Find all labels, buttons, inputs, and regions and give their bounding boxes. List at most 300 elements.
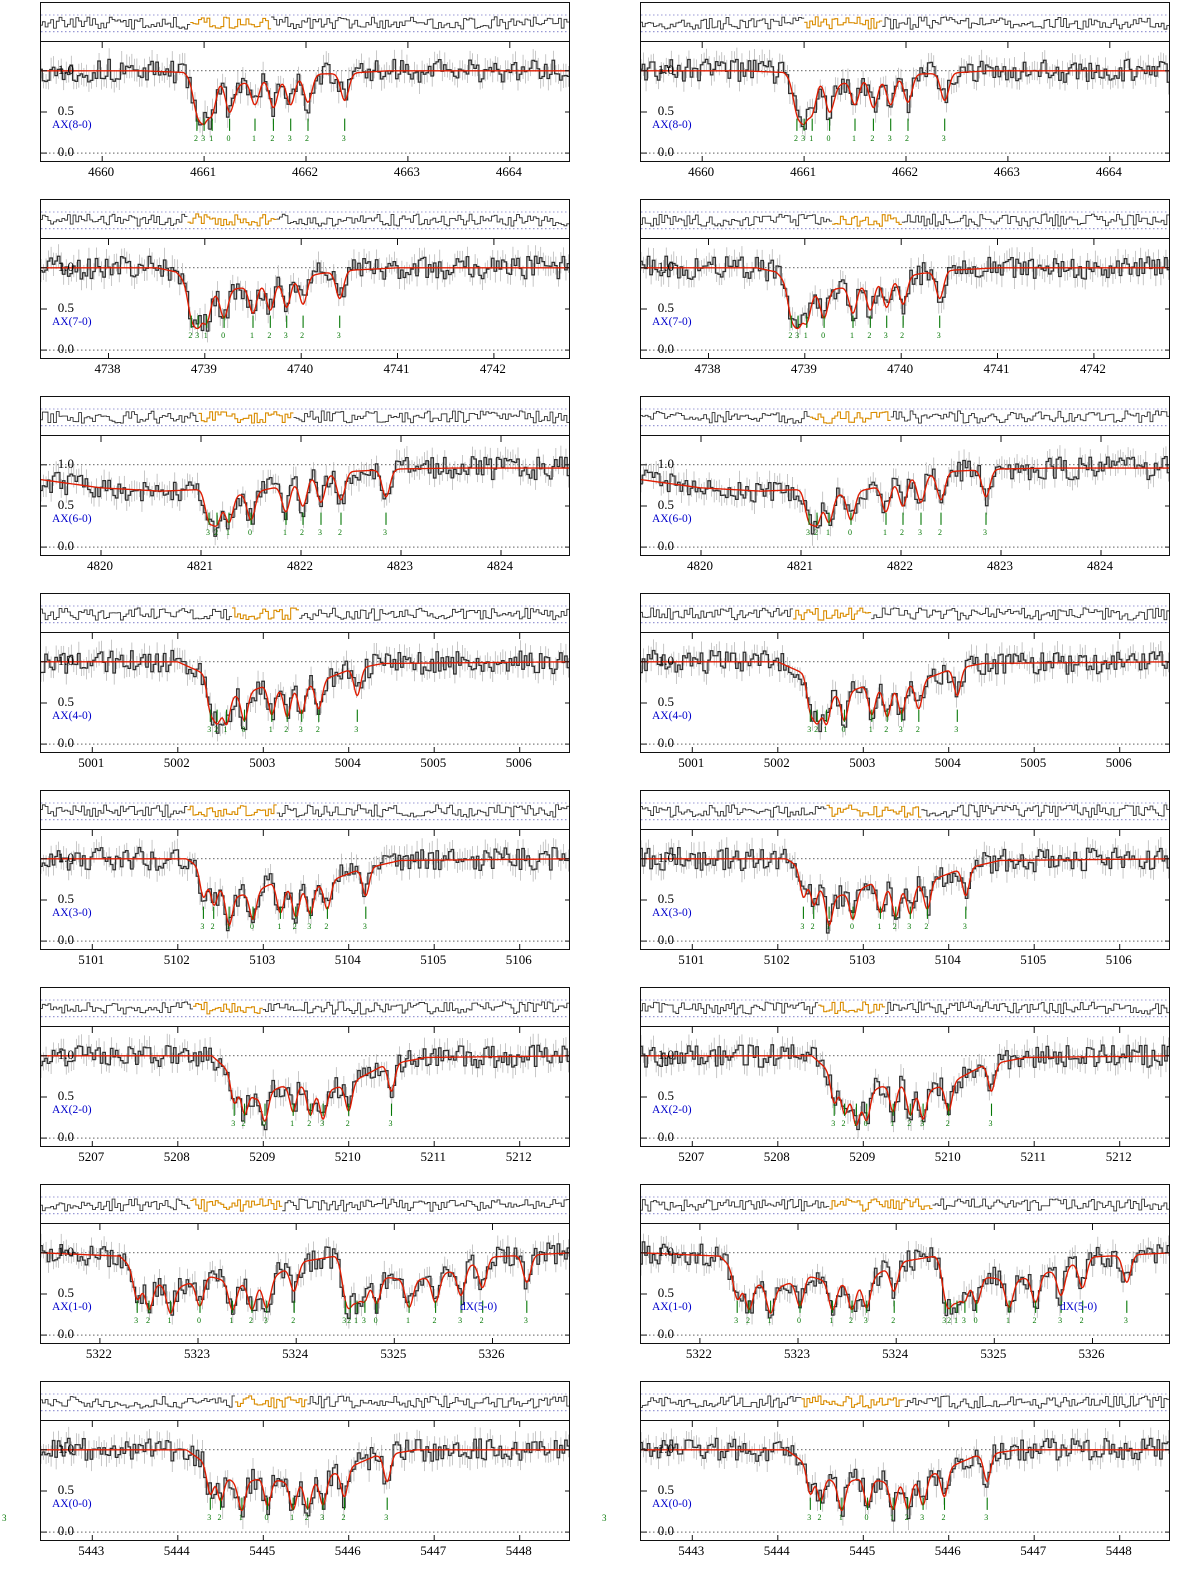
x-axis-tick-label: 4742 <box>479 361 506 376</box>
y-axis-tick-label: 0.0 <box>657 1129 674 1145</box>
spectrum-panel <box>600 0 1200 197</box>
y-axis-tick-label: 0.0 <box>57 341 74 357</box>
x-axis-tick-label: 5006 <box>1105 755 1132 770</box>
band-label: AX(6-0) <box>52 513 92 526</box>
y-axis-tick-label: 1.0 <box>657 61 674 77</box>
spectrum-panel <box>0 1379 600 1576</box>
x-axis-tick-label: 5104 <box>334 952 361 967</box>
rotational-level-label: 3 <box>320 1119 325 1128</box>
rotational-level-label: 3 <box>336 331 341 340</box>
spectrum-panel <box>600 985 1200 1182</box>
y-axis-tick-label: 0.0 <box>657 1326 674 1342</box>
rotational-level-label: 3 <box>887 134 892 143</box>
x-axis-tick-label: 4738 <box>694 361 721 376</box>
rotational-level-label: 2 <box>814 528 818 537</box>
x-axis-tick-label: 5326 <box>478 1346 505 1361</box>
y-axis-tick-label: 1.0 <box>57 61 74 77</box>
y-axis-tick-label: 0.5 <box>57 1087 74 1103</box>
rotational-level-label: 0 <box>197 1316 201 1325</box>
band-label-secondary: dX(5-0) <box>460 1301 498 1314</box>
y-axis-tick-label: 0.5 <box>57 1481 74 1497</box>
rotational-level-label: 3 <box>201 134 206 143</box>
y-axis-tick-label: 0.5 <box>657 693 674 709</box>
rotational-level-label: 3 <box>320 1513 325 1522</box>
x-axis-tick-label: 5443 <box>78 1543 105 1558</box>
x-axis-tick-label: 5324 <box>282 1346 309 1361</box>
x-axis-tick-label: 5212 <box>505 1149 532 1164</box>
rotational-level-label: 2 <box>270 134 275 143</box>
spectrum-panel <box>600 394 1200 591</box>
y-axis-tick-label: 0.0 <box>57 735 74 751</box>
rotational-level-label: 0 <box>221 331 226 340</box>
x-axis-tick-label: 4821 <box>187 558 213 573</box>
rotational-level-label: 1 <box>853 1119 858 1128</box>
x-axis-tick-label: 5322 <box>685 1346 712 1361</box>
rotational-level-label: 2 <box>193 134 198 143</box>
x-axis-tick-label: 4740 <box>287 361 314 376</box>
rotational-level-label: 3 <box>342 1316 347 1325</box>
band-label: AX(0-0) <box>652 1498 692 1511</box>
x-axis-tick-label: 4822 <box>287 558 313 573</box>
x-axis-tick-label: 5448 <box>505 1543 532 1558</box>
rotational-level-label: 0 <box>848 528 852 537</box>
rotational-level-label: 3 <box>807 725 812 734</box>
rotational-level-label: 1 <box>883 528 887 537</box>
x-axis-tick-label: 4662 <box>892 164 918 179</box>
spectrum-panel <box>0 591 600 788</box>
rotational-level-label: 3 <box>207 1513 212 1522</box>
rotational-level-label: 1 <box>203 331 208 340</box>
residual-subpanel <box>640 199 1170 239</box>
rotational-level-label: 0 <box>850 922 854 931</box>
rotational-level-label: 3 <box>807 1513 812 1522</box>
rotational-level-label: 2 <box>938 528 942 537</box>
rotational-level-label: 1 <box>238 1513 243 1522</box>
y-axis-tick-label: 1.0 <box>57 1243 74 1259</box>
rotational-level-label: 2 <box>145 1316 150 1325</box>
y-axis-tick-label: 1.0 <box>657 455 674 471</box>
y-axis-tick-label: 0.5 <box>657 496 674 512</box>
rotational-level-label: 1 <box>209 134 214 143</box>
y-axis-tick-label: 0.5 <box>57 496 74 512</box>
x-axis-tick-label: 5209 <box>249 1149 276 1164</box>
flux-subpanel <box>40 829 570 950</box>
x-axis-tick-label: 5444 <box>763 1543 790 1558</box>
y-axis-tick-label: 0.5 <box>657 1087 674 1103</box>
x-axis-tick-label: 4741 <box>383 361 410 376</box>
y-axis-tick-label: 0.5 <box>657 890 674 906</box>
rotational-level-label: 2 <box>870 134 875 143</box>
y-axis-tick-label: 0.5 <box>657 1284 674 1300</box>
rotational-level-label: 0 <box>373 1316 378 1325</box>
rotational-level-label: 2 <box>947 1316 952 1325</box>
band-label-secondary: dX(5-0) <box>1060 1301 1098 1314</box>
rotational-level-label: 3 <box>800 922 805 931</box>
rotational-level-label: 1 <box>229 1316 234 1325</box>
y-axis-tick-label: 0.0 <box>57 932 74 948</box>
y-axis-tick-label: 0.0 <box>657 932 674 948</box>
x-axis-tick-label: 5445 <box>849 1543 876 1558</box>
x-axis-tick-label: 4739 <box>790 361 817 376</box>
y-axis-tick-label: 0.5 <box>657 102 674 118</box>
residual-subpanel <box>640 396 1170 436</box>
rotational-level-label: 3 <box>341 134 346 143</box>
rotational-level-label: 3 <box>134 1316 139 1325</box>
rotational-level-label: 1 <box>809 134 814 143</box>
spectrum-panel <box>0 394 600 591</box>
spectrum-panel <box>600 788 1200 985</box>
y-axis-tick-label: 0.5 <box>657 299 674 315</box>
x-axis-tick-label: 5448 <box>1105 1543 1132 1558</box>
rotational-level-label: 2 <box>900 331 905 340</box>
rotational-level-label: 0 <box>248 528 252 537</box>
rotational-level-label: 2 <box>210 922 215 931</box>
band-label: AX(7-0) <box>52 316 92 329</box>
panel-plot-area <box>640 2 1170 179</box>
x-axis-tick-label: 5326 <box>1078 1346 1105 1361</box>
rotational-level-label: 2 <box>915 725 920 734</box>
rotational-level-label: 3 <box>384 1513 389 1522</box>
y-axis-tick-label: 0.0 <box>657 735 674 751</box>
x-axis-tick-label: 5002 <box>763 755 790 770</box>
residual-subpanel <box>40 1381 570 1421</box>
rotational-level-label: 3 <box>898 725 903 734</box>
rotational-level-label: 3 <box>458 1316 463 1325</box>
rotational-level-label: 1 <box>877 922 882 931</box>
x-axis-tick-label: 5447 <box>1020 1543 1047 1558</box>
flux-subpanel <box>40 1026 570 1147</box>
rotational-level-label: 3 <box>984 1513 989 1522</box>
residual-subpanel <box>40 790 570 830</box>
x-axis-tick-label: 5104 <box>934 952 961 967</box>
rotational-level-label: 1 <box>290 1513 295 1522</box>
band-label: AX(4-0) <box>52 710 92 723</box>
rotational-level-label: 2 <box>284 725 289 734</box>
spectrum-panel <box>600 591 1200 788</box>
rotational-level-label: 2 <box>907 1119 912 1128</box>
rotational-level-label: 3 <box>283 331 288 340</box>
x-axis-tick-label: 5207 <box>678 1149 705 1164</box>
flux-subpanel <box>640 238 1170 359</box>
panel-plot-area <box>40 1184 570 1361</box>
rotational-level-label: 2 <box>315 725 320 734</box>
flux-subpanel <box>640 1026 1170 1147</box>
x-axis-tick-label: 5002 <box>163 755 190 770</box>
x-axis-tick-label: 5325 <box>380 1346 407 1361</box>
y-axis-tick-label: 1.0 <box>657 1243 674 1259</box>
rotational-level-label: 2 <box>345 1119 350 1128</box>
x-axis-tick-label: 5004 <box>934 755 961 770</box>
x-axis-tick-label: 5105 <box>420 952 447 967</box>
band-label: AX(4-0) <box>652 710 692 723</box>
rotational-level-label: 2 <box>904 1513 909 1522</box>
rotational-level-label: 2 <box>307 1119 312 1128</box>
x-axis-tick-label: 4662 <box>292 164 318 179</box>
y-axis-tick-label: 0.0 <box>57 1523 74 1539</box>
rotational-level-label: 1 <box>826 922 831 931</box>
y-axis-tick-label: 1.0 <box>57 652 74 668</box>
rotational-level-label: 2 <box>810 922 815 931</box>
x-axis-tick-label: 5106 <box>505 952 532 967</box>
y-axis-tick-label: 0.0 <box>57 1326 74 1342</box>
y-axis-tick-label: 0.0 <box>657 144 674 160</box>
y-axis-tick-label: 1.0 <box>657 652 674 668</box>
rotational-level-label: 1 <box>354 1316 359 1325</box>
rotational-level-label: 1 <box>226 528 230 537</box>
rotational-level-label: 2 <box>891 1316 896 1325</box>
rotational-level-label: 3 <box>287 134 292 143</box>
residual-subpanel <box>640 1381 1170 1421</box>
y-axis-tick-label: 0.0 <box>57 1129 74 1145</box>
residual-subpanel <box>40 396 570 436</box>
x-axis-tick-label: 5101 <box>678 952 705 967</box>
rotational-level-label: 0 <box>864 1513 869 1522</box>
left-edge-level-label: 3 <box>602 1513 607 1523</box>
rotational-level-label: 1 <box>852 134 857 143</box>
spectrum-panel <box>0 788 600 985</box>
rotational-level-label: 3 <box>195 331 200 340</box>
rotational-level-label: 3 <box>954 725 959 734</box>
x-axis-tick-label: 4740 <box>887 361 914 376</box>
rotational-level-label: 3 <box>523 1316 528 1325</box>
rotational-level-label: 3 <box>734 1316 739 1325</box>
rotational-level-label: 2 <box>1032 1316 1037 1325</box>
rotational-level-label: 3 <box>1123 1316 1128 1325</box>
rotational-level-label: 2 <box>338 528 342 537</box>
spectrum-panel <box>0 197 600 394</box>
x-axis-tick-label: 4661 <box>790 164 817 179</box>
x-axis-tick-label: 4663 <box>393 164 420 179</box>
rotational-level-label: 0 <box>250 922 254 931</box>
rotational-level-label: 1 <box>803 331 808 340</box>
rotational-level-label: 3 <box>961 1316 966 1325</box>
rotational-level-label: 3 <box>801 134 806 143</box>
rotational-level-label: 3 <box>983 528 987 537</box>
rotational-level-label: 3 <box>307 922 312 931</box>
rotational-level-label: 0 <box>241 725 246 734</box>
y-axis-tick-label: 1.0 <box>657 1440 674 1456</box>
rotational-level-label: 2 <box>341 1513 346 1522</box>
x-axis-tick-label: 4660 <box>688 164 715 179</box>
rotational-level-label: 1 <box>277 922 282 931</box>
rotational-level-label: 0 <box>863 1119 868 1128</box>
y-axis-tick-label: 1.0 <box>57 258 74 274</box>
panel-plot-area <box>40 790 570 967</box>
x-axis-tick-label: 5445 <box>249 1543 276 1558</box>
rotational-level-label: 2 <box>305 134 310 143</box>
x-axis-tick-label: 4742 <box>1079 361 1106 376</box>
rotational-level-label: 2 <box>479 1316 484 1325</box>
x-axis-tick-label: 5208 <box>763 1149 790 1164</box>
rotational-level-label: 1 <box>823 725 828 734</box>
flux-subpanel <box>640 1420 1170 1541</box>
rotational-level-label: 1 <box>223 725 228 734</box>
rotational-level-label: 3 <box>942 1316 947 1325</box>
rotational-level-label: 3 <box>206 528 210 537</box>
y-axis-tick-label: 0.5 <box>57 299 74 315</box>
rotational-level-label: 2 <box>291 1316 296 1325</box>
x-axis-tick-label: 5001 <box>78 755 105 770</box>
y-axis-tick-label: 1.0 <box>57 1440 74 1456</box>
rotational-level-label: 3 <box>231 1119 236 1128</box>
x-axis-tick-label: 5211 <box>420 1149 446 1164</box>
band-label: AX(2-0) <box>52 1104 92 1117</box>
rotational-level-label: 2 <box>432 1316 437 1325</box>
band-label: AX(8-0) <box>52 119 92 132</box>
rotational-level-label: 1 <box>829 1316 834 1325</box>
y-axis-tick-label: 1.0 <box>57 1046 74 1062</box>
x-axis-tick-label: 5207 <box>78 1149 105 1164</box>
x-axis-tick-label: 5105 <box>1020 952 1047 967</box>
band-label: AX(7-0) <box>652 316 692 329</box>
rotational-level-label: 2 <box>905 134 910 143</box>
rotational-level-label: 0 <box>821 331 826 340</box>
rotational-level-label: 2 <box>347 1316 352 1325</box>
flux-subpanel <box>40 632 570 753</box>
x-axis-tick-label: 4664 <box>1095 164 1122 179</box>
x-axis-tick-label: 5004 <box>334 755 361 770</box>
flux-subpanel <box>640 41 1170 162</box>
x-axis-tick-label: 5210 <box>334 1149 361 1164</box>
y-axis-tick-label: 1.0 <box>57 455 74 471</box>
rotational-level-label: 1 <box>290 1119 295 1128</box>
panel-plot-area <box>640 199 1170 376</box>
rotational-level-label: 1 <box>250 331 254 340</box>
x-axis-tick-label: 5212 <box>1105 1149 1132 1164</box>
rotational-level-label: 3 <box>318 528 322 537</box>
x-axis-tick-label: 5323 <box>184 1346 211 1361</box>
residual-subpanel <box>640 2 1170 42</box>
flux-subpanel <box>40 1223 570 1344</box>
band-label: AX(1-0) <box>652 1301 692 1314</box>
x-axis-tick-label: 5005 <box>420 755 447 770</box>
x-axis-tick-label: 5001 <box>678 755 705 770</box>
residual-subpanel <box>40 593 570 633</box>
residual-subpanel <box>40 1184 570 1224</box>
spectrum-panel <box>0 0 600 197</box>
rotational-level-label: 0 <box>226 134 231 143</box>
rotational-level-label: 2 <box>924 922 929 931</box>
x-axis-tick-label: 5101 <box>78 952 105 967</box>
x-axis-tick-label: 4660 <box>88 164 115 179</box>
spectrum-panel <box>0 985 600 1182</box>
panel-plot-area <box>40 199 570 376</box>
panel-plot-area <box>40 396 570 573</box>
rotational-level-label: 3 <box>388 1119 393 1128</box>
rotational-level-label: 2 <box>267 331 272 340</box>
x-axis-tick-label: 5210 <box>934 1149 961 1164</box>
x-axis-tick-label: 5323 <box>784 1346 811 1361</box>
rotational-level-label: 3 <box>207 725 212 734</box>
rotational-level-label: 2 <box>249 1316 254 1325</box>
flux-subpanel <box>640 829 1170 950</box>
rotational-level-label: 3 <box>298 725 303 734</box>
rotational-level-label: 3 <box>383 528 387 537</box>
x-axis-tick-label: 4739 <box>190 361 217 376</box>
residual-subpanel <box>640 987 1170 1027</box>
rotational-level-label: 2 <box>849 1316 854 1325</box>
band-label: AX(0-0) <box>52 1498 92 1511</box>
rotational-level-label: 1 <box>767 1316 772 1325</box>
band-label: AX(3-0) <box>652 907 692 920</box>
y-axis-tick-label: 0.0 <box>57 144 74 160</box>
panel-plot-area <box>602 1381 1170 1558</box>
x-axis-tick-label: 5209 <box>849 1149 876 1164</box>
rotational-level-label: 3 <box>920 1119 925 1128</box>
x-axis-tick-label: 4820 <box>687 558 713 573</box>
rotational-level-label: 2 <box>817 1513 822 1522</box>
rotational-level-label: 1 <box>890 1119 895 1128</box>
x-axis-tick-label: 5322 <box>85 1346 112 1361</box>
x-axis-tick-label: 5006 <box>505 755 532 770</box>
rotational-level-label: 2 <box>814 725 819 734</box>
residual-subpanel <box>640 790 1170 830</box>
y-axis-tick-label: 0.5 <box>57 102 74 118</box>
panel-plot-area <box>640 593 1170 770</box>
x-axis-tick-label: 4661 <box>190 164 217 179</box>
rotational-level-label: 3 <box>831 1119 836 1128</box>
rotational-level-label: 3 <box>962 922 967 931</box>
rotational-level-label: 3 <box>362 922 367 931</box>
rotational-level-label: 2 <box>945 1119 950 1128</box>
rotational-level-label: 2 <box>892 922 897 931</box>
rotational-level-label: 0 <box>973 1316 978 1325</box>
rotational-level-label: 3 <box>1058 1316 1063 1325</box>
rotational-level-label: 3 <box>863 1316 868 1325</box>
band-label: AX(2-0) <box>652 1104 692 1117</box>
x-axis-tick-label: 4821 <box>787 558 813 573</box>
band-label: AX(6-0) <box>652 513 692 526</box>
rotational-level-label: 1 <box>850 331 854 340</box>
panel-plot-area <box>640 1184 1170 1361</box>
rotational-level-label: 0 <box>264 1513 269 1522</box>
spectrum-panel <box>600 1379 1200 1576</box>
rotational-level-label: 2 <box>841 1119 846 1128</box>
x-axis-tick-label: 5211 <box>1020 1149 1046 1164</box>
y-axis-tick-label: 1.0 <box>657 258 674 274</box>
band-label: AX(1-0) <box>52 1301 92 1314</box>
panel-plot-area <box>40 593 570 770</box>
rotational-level-label: 2 <box>214 528 218 537</box>
rotational-level-label: 2 <box>188 331 193 340</box>
rotational-level-label: 2 <box>745 1316 750 1325</box>
x-axis-tick-label: 5102 <box>763 952 790 967</box>
x-axis-tick-label: 5443 <box>678 1543 705 1558</box>
y-axis-tick-label: 1.0 <box>57 849 74 865</box>
rotational-level-label: 3 <box>361 1316 366 1325</box>
x-axis-tick-label: 5103 <box>849 952 876 967</box>
x-axis-tick-label: 5103 <box>249 952 276 967</box>
rotational-level-label: 2 <box>900 528 904 537</box>
x-axis-tick-label: 5005 <box>1020 755 1047 770</box>
rotational-level-label: 2 <box>884 725 889 734</box>
x-axis-tick-label: 5102 <box>163 952 190 967</box>
rotational-level-label: 1 <box>167 1316 172 1325</box>
panel-plot-area <box>40 2 570 179</box>
flux-subpanel <box>40 1420 570 1541</box>
flux-subpanel <box>40 238 570 359</box>
x-axis-tick-label: 5446 <box>934 1543 961 1558</box>
rotational-level-label: 2 <box>214 725 219 734</box>
x-axis-tick-label: 5444 <box>163 1543 190 1558</box>
rotational-level-label: 3 <box>883 331 888 340</box>
y-axis-tick-label: 0.0 <box>657 1523 674 1539</box>
y-axis-tick-label: 0.0 <box>57 538 74 554</box>
y-axis-tick-label: 1.0 <box>657 1046 674 1062</box>
rotational-level-label: 1 <box>268 725 273 734</box>
rotational-level-label: 3 <box>795 331 800 340</box>
residual-subpanel <box>40 2 570 42</box>
